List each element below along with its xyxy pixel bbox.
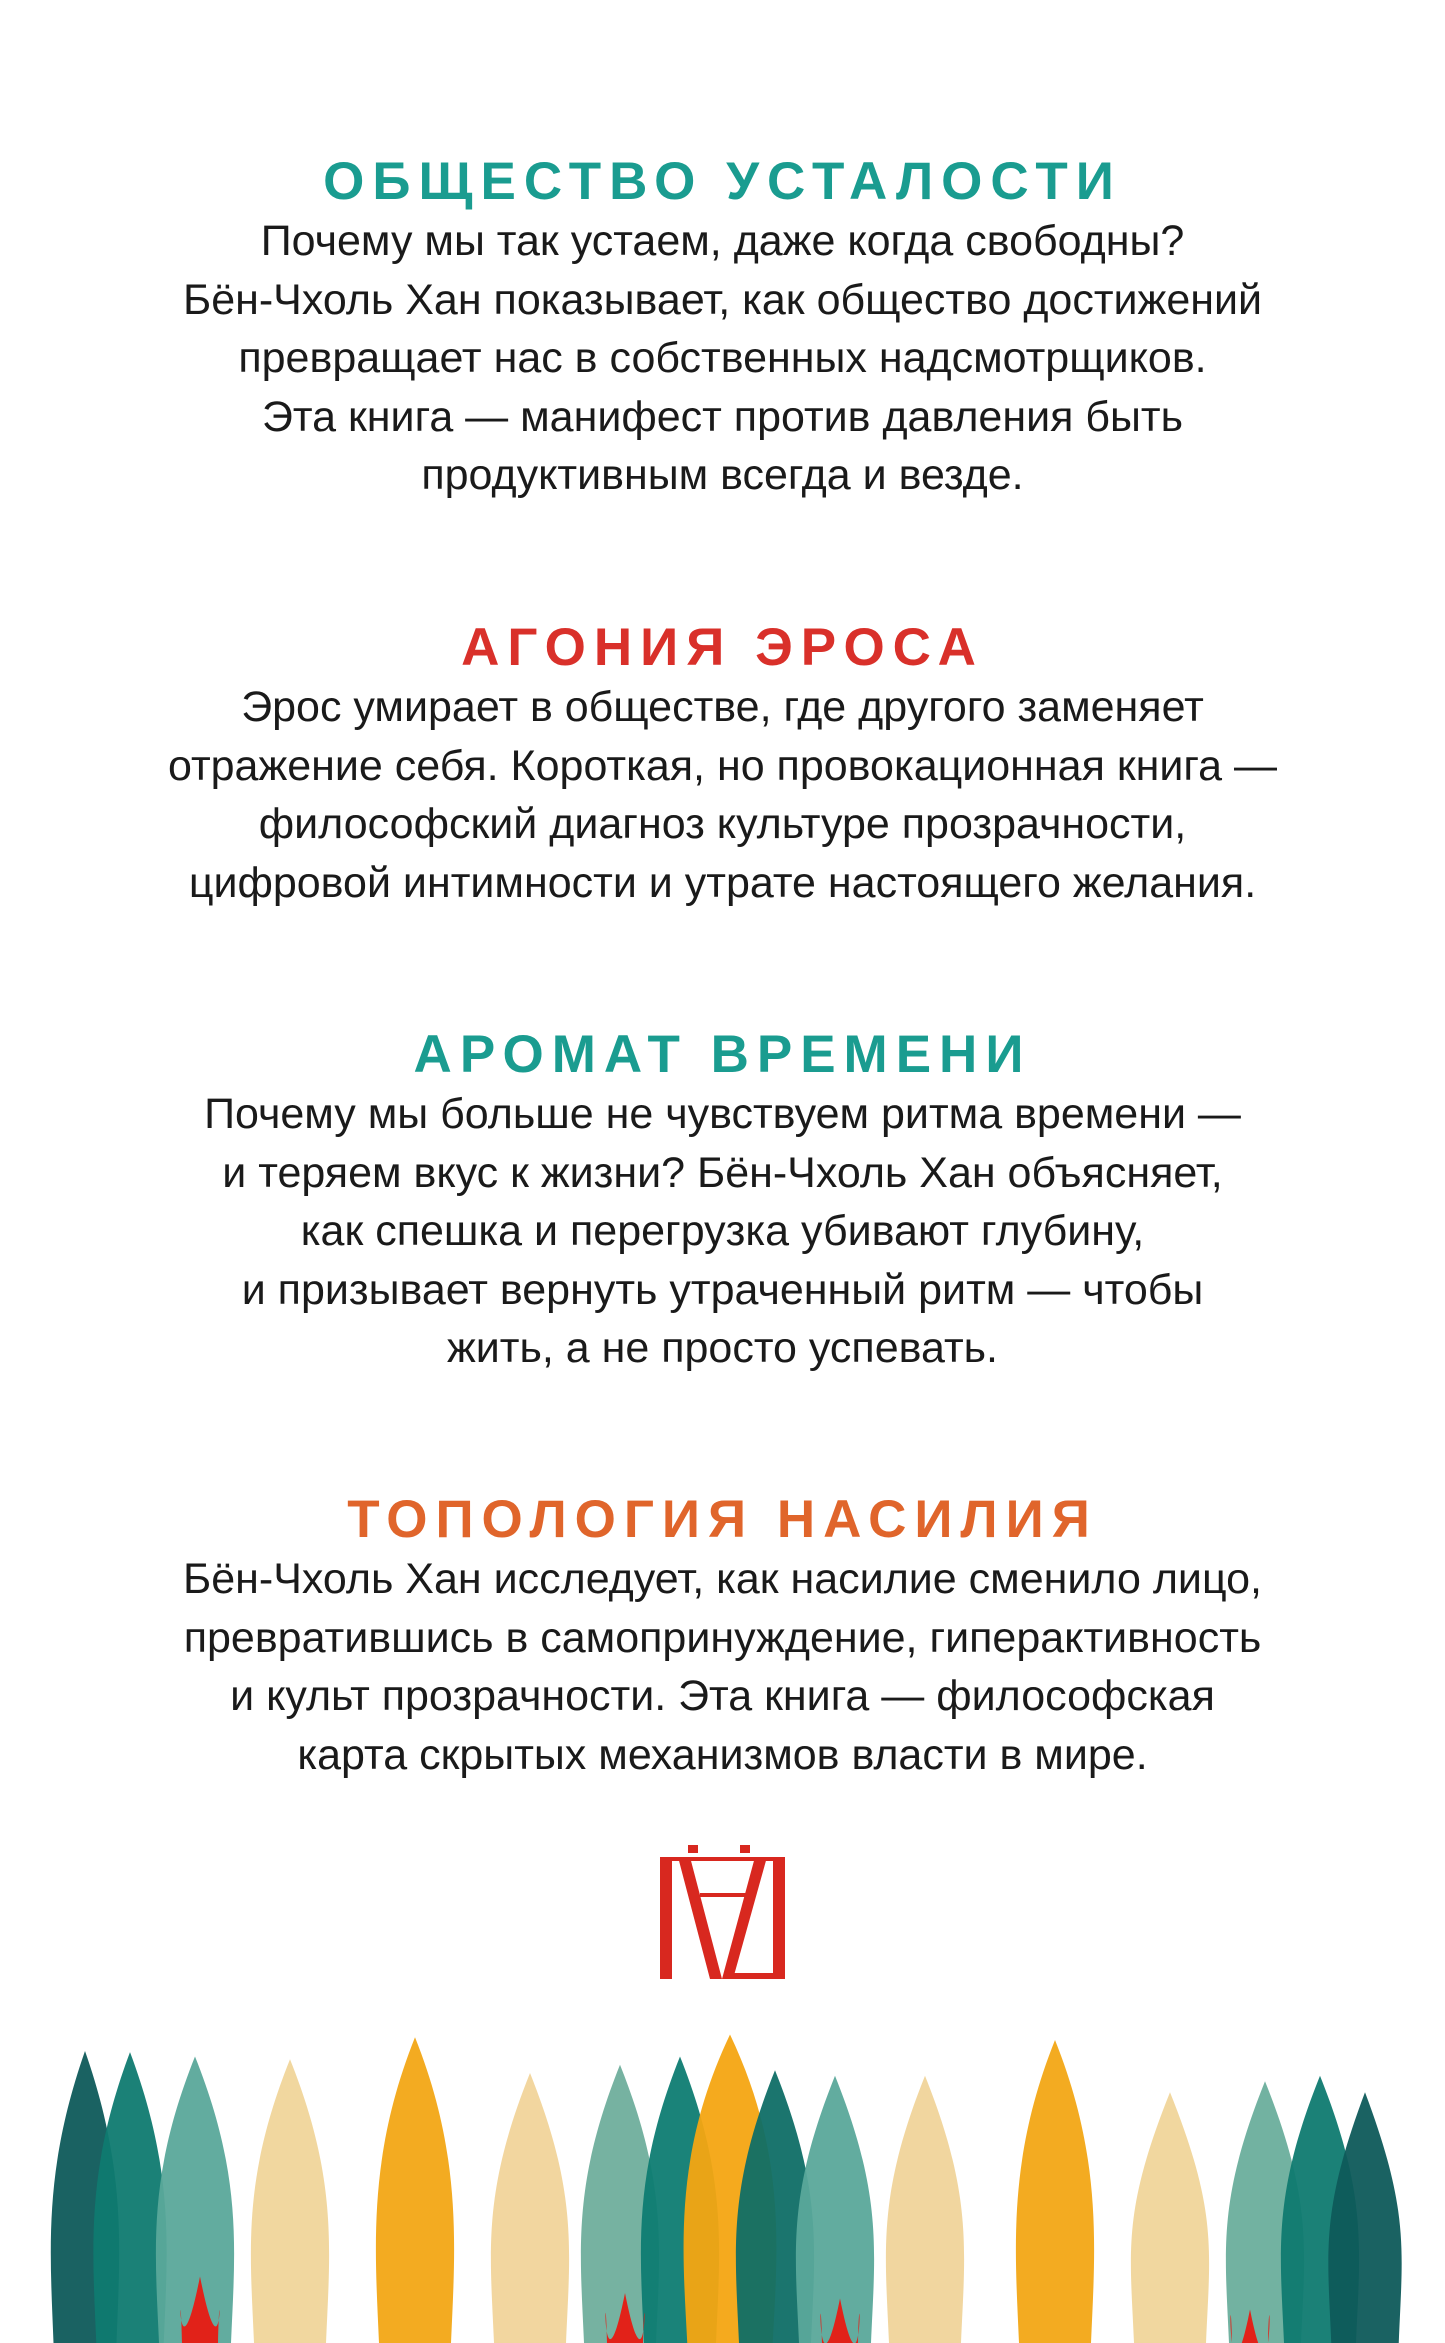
text-line: как спешка и перегрузка убивают глубину, [300,1207,1145,1255]
leaf-shape [886,2076,964,2343]
leaf-shape [1131,2092,1209,2343]
leaf-shape [796,2076,874,2343]
text-line: превратившись в самопринуждение, гиперактивность [183,1613,1262,1662]
section-fatigue [0,152,1445,505]
section-title: АГОНИЯ ЭРОСА [461,618,984,677]
leaf-shape [93,2052,166,2343]
publisher-monogram-logo [660,1845,785,1980]
section-title: АРОМАТ ВРЕМЕНИ [413,1025,1032,1084]
text-line: продуктивным всегда и везде. [421,451,1024,499]
section-title: ОБЩЕСТВО УСТАЛОСТИ [323,152,1122,211]
leaf-shape [491,2073,569,2343]
text-line: и культ прозрачности. Эта книга — философская [230,1672,1215,1720]
text-line: цифровой интимности и утрате настоящего желания. [188,858,1257,907]
colorful-leaves-illustration [0,2000,1445,2343]
text-line: и призывает вернуть утраченный ритм — чтобы [241,1265,1204,1314]
leaf-shape [251,2059,329,2343]
text-line: Бён-Чхоль Хан показывает, как общество достижений [182,275,1263,324]
text-line: Эта книга — манифест против давления быть [262,392,1183,441]
text-line: Почему мы так устаем, даже когда свободны? [260,217,1185,265]
text-line: жить, а не просто успевать. [446,1324,999,1372]
leaf-shape [376,2037,454,2343]
text-line: Почему мы больше не чувствуем ритма времени — [204,1090,1241,1138]
section-eros [0,618,1445,912]
text-line: Бён-Чхоль Хан исследует, как насилие сменило лицо, [183,1555,1262,1603]
text-line: Эрос умирает в обществе, где другого заменяет [241,683,1204,731]
text-line: отражение себя. Короткая, но провокационная книга — [167,741,1278,790]
text-line: и теряем вкус к жизни? Бён-Чхоль Хан объясняет, [222,1148,1223,1197]
leaf-shape [1016,2040,1094,2343]
section-title: ТОПОЛОГИЯ НАСИЛИЯ [347,1490,1098,1549]
section-violence [0,1490,1445,1784]
section-time [0,1025,1445,1378]
text-line: философский диагноз культуре прозрачности, [258,800,1187,848]
text-line: карта скрытых механизмов власти в мире. [297,1730,1148,1779]
text-line: превращает нас в собственных надсмотрщиков. [238,334,1207,382]
